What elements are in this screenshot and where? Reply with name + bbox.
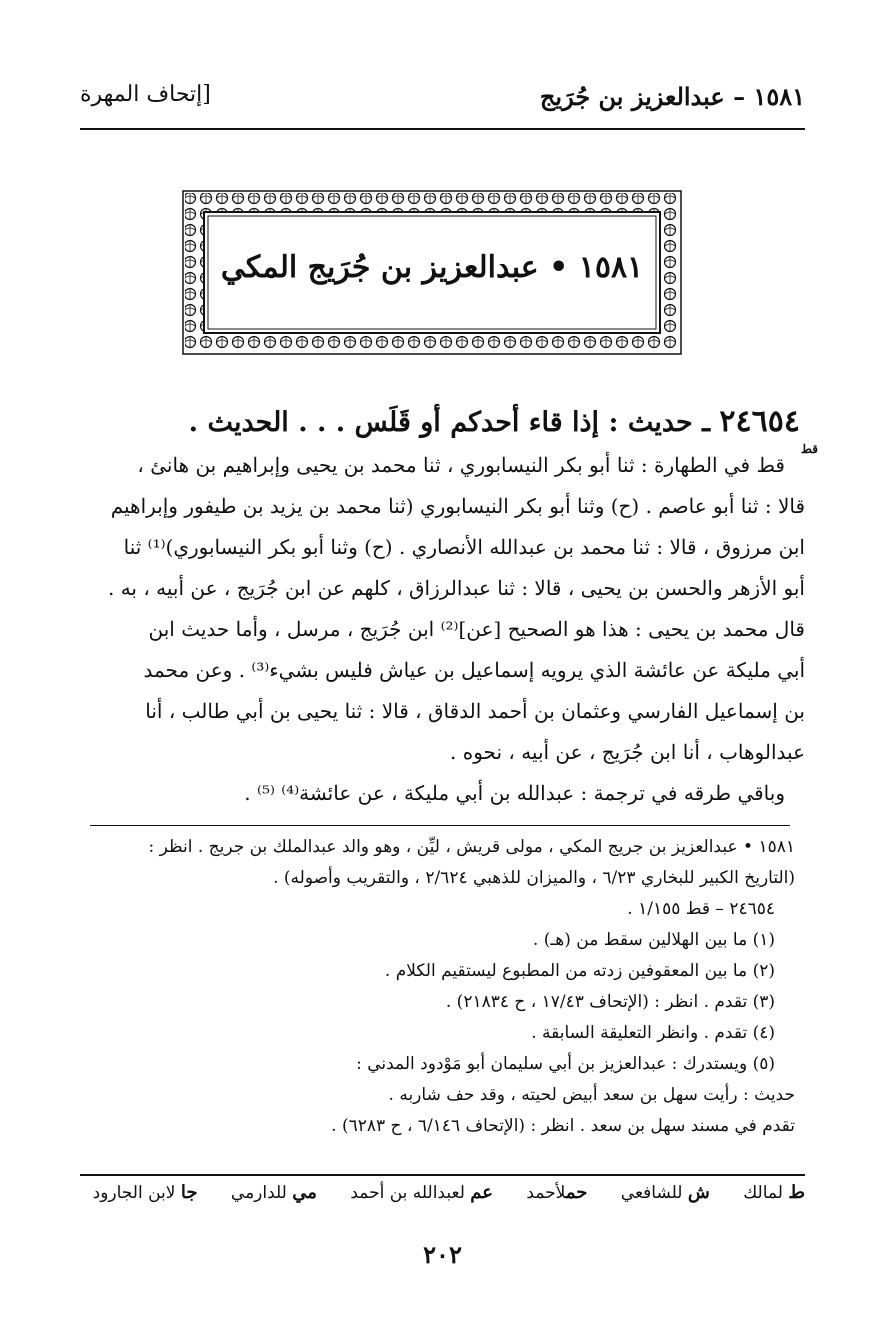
legend-divider (80, 1174, 805, 1176)
legend-code: ش (687, 1182, 710, 1203)
body-line: قال محمد بن يحيى : هذا هو الصحيح [عن]⁽²⁾ ابن جُرَيج ، مرسل ، وأما حديث ابن (148, 617, 805, 641)
chapter-header: ١٥٨١ – عبدالعزيز بن جُرَيج (539, 82, 805, 111)
body-line: وباقي طرقه في ترجمة : عبدالله بن أبي مليكة ، عن عائشة⁽⁴⁾ ⁽⁵⁾ . (244, 781, 785, 805)
legend-name: للشافعي (620, 1183, 683, 1203)
legend-item (79, 1183, 198, 1203)
legend-name: لأحمد (526, 1183, 566, 1203)
footnote-line: ١٥٨١ • عبدالعزيز بن جريج المكي ، مولى قريش ، ليِّن ، وهو والد عبدالملك بن جريج . انظر : (148, 837, 795, 857)
section-title: ١٥٨١ • عبدالعزيز بن جُرَيج المكي (220, 250, 644, 285)
legend-name: للدارمي (230, 1183, 287, 1203)
abbreviation-legend (80, 1182, 805, 1203)
legend-item (512, 1183, 587, 1203)
legend-code: حم (565, 1182, 588, 1203)
ornamental-title-frame (182, 190, 682, 355)
footnote-line: ٢٤٦٥٤ – قط ١/١٥٥ . (627, 899, 775, 919)
body-line: أبي مليكة عن عائشة الذي يرويه إسماعيل بن عياش فليس بشيء⁽³⁾ . وعن محمد (143, 658, 805, 682)
body-line: عبدالوهاب ، أنا ابن جُرَيج ، عن أبيه ، نحوه . (450, 740, 805, 764)
footnote-line: (٣) تقدم . انظر : (الإتحاف ١٧/٤٣ ، ح ٢١٨٣٤) . (445, 992, 775, 1012)
legend-item (336, 1183, 493, 1203)
body-line: أبو الأزهر والحسن بن يحيى ، قالا : ثنا عبدالرزاق ، كلهم عن ابن جُرَيج ، عن أبيه ، به . (107, 576, 805, 600)
legend-code: عم (470, 1182, 494, 1203)
legend-item (217, 1183, 317, 1203)
hadith-body (80, 445, 805, 814)
legend-item (729, 1183, 805, 1203)
book-header: [إتحاف المهرة (80, 82, 211, 107)
footnotes (80, 832, 795, 1142)
running-header (80, 82, 805, 122)
hadith-heading (80, 400, 800, 445)
footnote-line: حديث : رأيت سهل بن سعد أبيض لحيته ، وقد حف شاربه . (388, 1085, 795, 1105)
legend-name: لمالك (743, 1183, 783, 1203)
legend-code: ط (788, 1182, 805, 1203)
body-line: ابن مرزوق ، قالا : ثنا محمد بن عبدالله الأنصاري . (ح) وثنا أبو بكر النيسابوري)⁽¹⁾ ثنا (123, 535, 805, 559)
body-line: قالا : ثنا أبو عاصم . (ح) وثنا أبو بكر النيسابوري (ثنا محمد بن يزيد بن طيفور وإبراهيم (110, 494, 805, 518)
footnote-divider (90, 825, 790, 826)
footnote-line: (١) ما بين الهلالين سقط من (هـ) . (532, 930, 775, 950)
footnote-line: (٥) ويستدرك : عبدالعزيز بن أبي سليمان أبو مَوْدود المدني : (356, 1054, 775, 1074)
footnote-line: (التاريخ الكبير للبخاري ٦/٢٣ ، والميزان للذهبي ٢/٦٢٤ ، والتقريب وأصوله) . (273, 868, 795, 888)
legend-code: مي (292, 1182, 317, 1203)
legend-code: جا (180, 1182, 198, 1203)
footnote-line: (٢) ما بين المعقوفين زدته من المطبوع ليستقيم الكلام . (384, 961, 775, 981)
header-divider (80, 128, 805, 130)
legend-name: لابن الجارود (92, 1183, 176, 1203)
hadith-number: ٢٤٦٥٤ (719, 404, 800, 439)
hadith-entry (80, 400, 818, 814)
footnote-line: (٤) تقدم . وانظر التعليقة السابقة . (531, 1023, 775, 1043)
source-code-mark: قط (800, 442, 818, 456)
page-number: ٢٠٢ (423, 1240, 462, 1269)
footnote-line: تقدم في مسند سهل بن سعد . انظر : (الإتحاف ٦/١٤٦ ، ح ٦٢٨٣) . (331, 1116, 795, 1136)
body-line: قط في الطهارة : ثنا أبو بكر النيسابوري ، ثنا محمد بن يحيى وإبراهيم بن هانئ ، (137, 453, 785, 477)
body-line: بن إسماعيل الفارسي وعثمان بن أحمد الدقاق ، قالا : ثنا يحيى بن أبي طالب ، أنا (145, 699, 805, 723)
legend-item (607, 1183, 710, 1203)
hadith-title-text: ـ حديث : إذا قاء أحدكم أو قَلَس . . . الحديث . (188, 407, 711, 438)
legend-name: لعبدالله بن أحمد (350, 1183, 465, 1203)
